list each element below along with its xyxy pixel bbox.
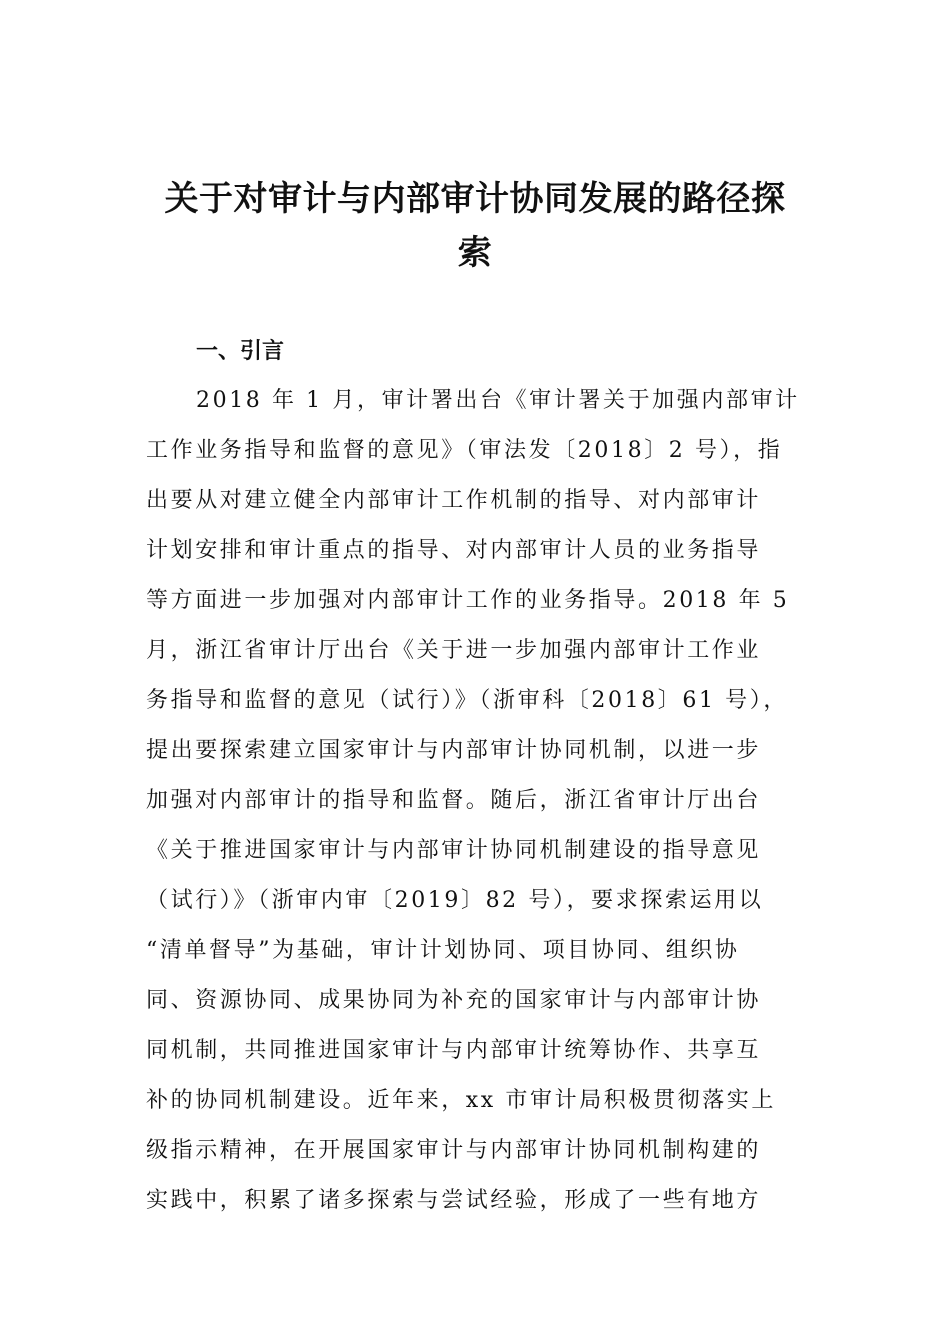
title-line: 关于对审计与内部审计协同发展的路径探	[164, 179, 786, 219]
paragraph-line: 务指导和监督的意见（试行）》（浙审科〔2018〕61 号），	[146, 688, 788, 713]
title-line: 索	[457, 233, 493, 273]
paragraph-line: 等方面进一步加强对内部审计工作的业务指导。2018 年 5	[146, 588, 790, 613]
paragraph-line: “清单督导”为基础，审计计划协同、项目协同、组织协	[146, 938, 740, 963]
paragraph-line: 工作业务指导和监督的意见》（审法发〔2018〕2 号），指	[146, 438, 783, 463]
paragraph-line: 实践中，积累了诸多探索与尝试经验，形成了一些有地方	[146, 1188, 762, 1213]
paragraph-line: 月，浙江省审计厅出台《关于进一步加强内部审计工作业	[146, 638, 762, 663]
paragraph-line: 《关于推进国家审计与内部审计协同机制建设的指导意见	[146, 838, 762, 863]
paragraph-line: 加强对内部审计的指导和监督。随后，浙江省审计厅出台	[146, 788, 762, 813]
paragraph-line: 出要从对建立健全内部审计工作机制的指导、对内部审计	[146, 488, 762, 513]
paragraph-line: 提出要探索建立国家审计与内部审计协同机制，以进一步	[146, 738, 762, 763]
body-paragraph	[146, 376, 808, 1226]
paragraph-line: 计划安排和审计重点的指导、对内部审计人员的业务指导	[146, 538, 762, 563]
paragraph-line: 补的协同机制建设。近年来，xx 市审计局积极贯彻落实上	[146, 1088, 777, 1113]
section-heading: 一、引言	[196, 339, 285, 364]
document-title	[130, 172, 820, 280]
paragraph-line: 同、资源协同、成果协同为补充的国家审计与内部审计协	[146, 988, 762, 1013]
paragraph-line: 级指示精神，在开展国家审计与内部审计协同机制构建的	[146, 1138, 762, 1163]
paragraph-line: 2018 年 1 月，审计署出台《审计署关于加强内部审计	[196, 388, 800, 413]
paragraph-line: （试行）》（浙审内审〔2019〕82 号），要求探索运用以	[146, 888, 764, 913]
paragraph-line: 同机制，共同推进国家审计与内部审计统筹协作、共享互	[146, 1038, 762, 1063]
